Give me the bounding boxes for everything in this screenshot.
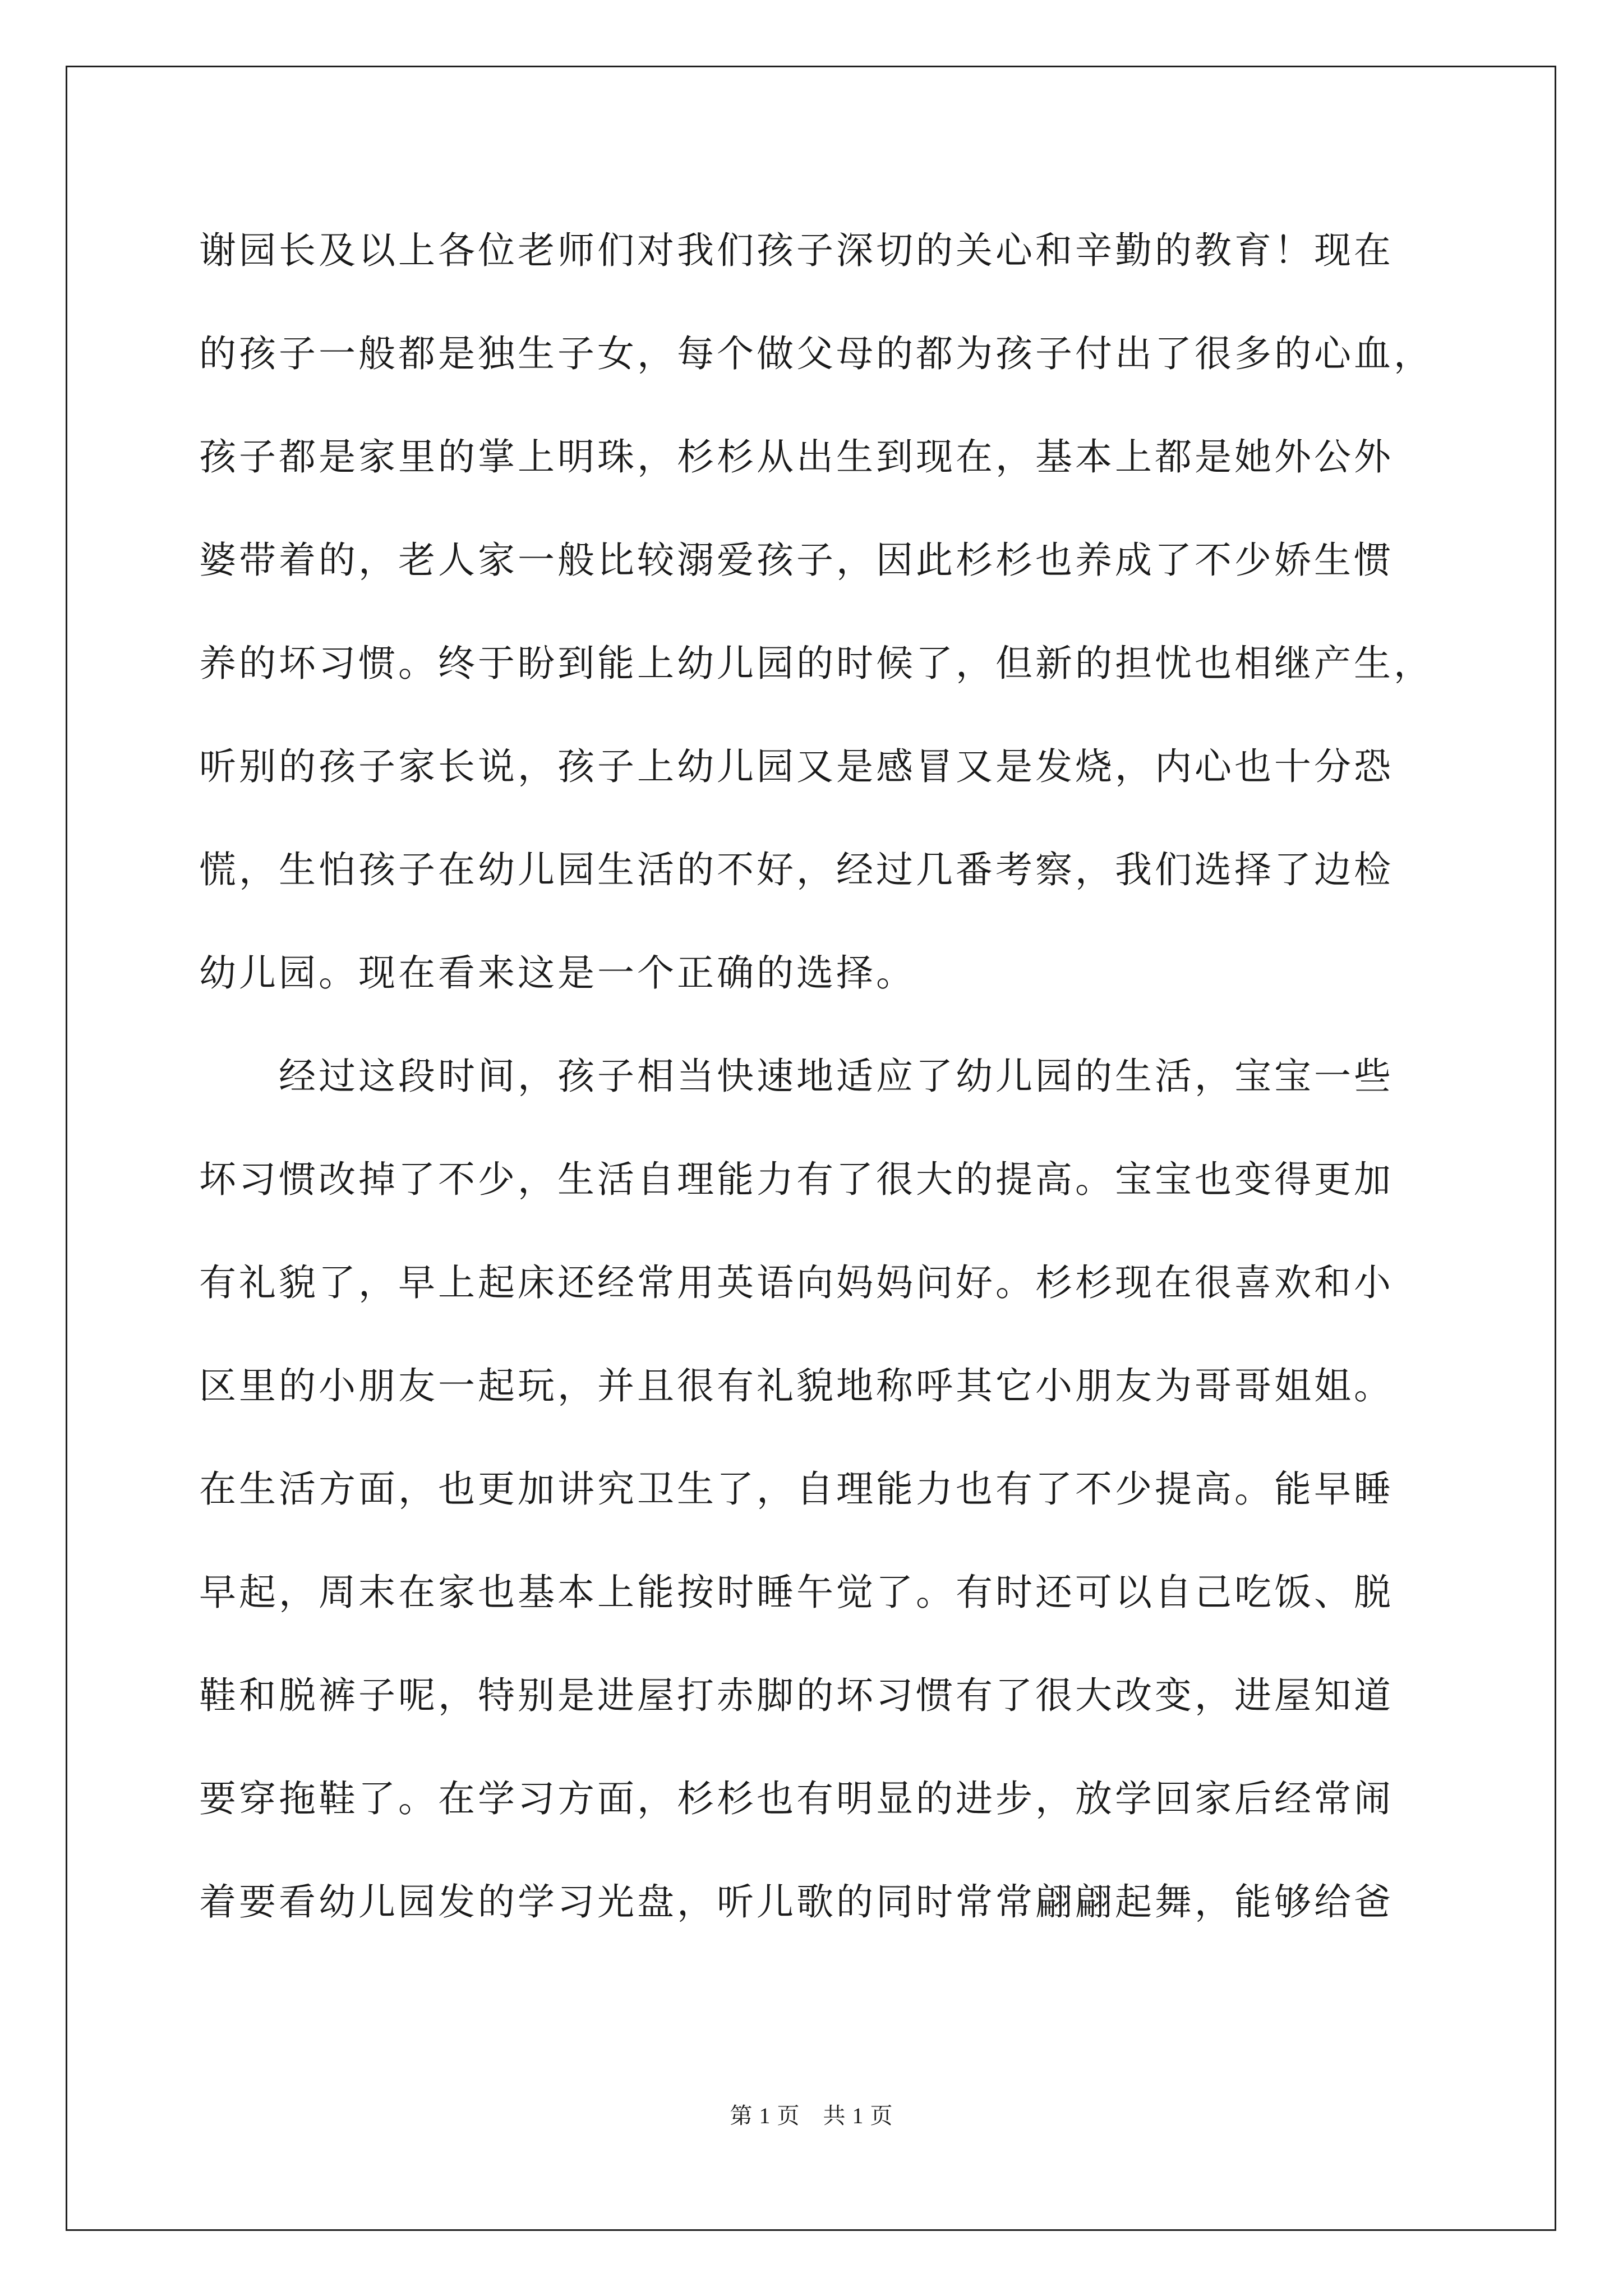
text-line: 区里的小朋友一起玩，并且很有礼貌地称呼其它小朋友为哥哥姐姐。 [199,1364,1394,1407]
text-line: 婆带着的，老人家一般比较溺爱孩子，因此杉杉也养成了不少娇生惯 [199,539,1394,582]
text-line: 谢园长及以上各位老师们对我们孩子深切的关心和辛勤的教育！现在 [199,229,1394,272]
paragraph-first-line: 经过这段时间，孩子相当快速地适应了幼儿园的生活，宝宝一些 [279,1055,1394,1098]
page-number: 第 1 页 共 1 页 [730,2103,893,2128]
text-line: 的孩子一般都是独生子女，每个做父母的都为孩子付出了很多的心血， [199,332,1433,375]
text-line: 坏习惯改掉了不少，生活自理能力有了很大的提高。宝宝也变得更加 [199,1158,1394,1201]
text-line: 有礼貌了，早上起床还经常用英语向妈妈问好。杉杉现在很喜欢和小 [199,1261,1394,1304]
text-line: 慌，生怕孩子在幼儿园生活的不好，经过几番考察，我们选择了边检 [199,848,1394,891]
text-line: 着要看幼儿园发的学习光盘，听儿歌的同时常常翩翩起舞，能够给爸 [199,1880,1394,1924]
text-line: 幼儿园。现在看来这是一个正确的选择。 [199,951,916,995]
text-line: 鞋和脱裤子呢，特别是进屋打赤脚的坏习惯有了很大改变，进屋知道 [199,1674,1394,1717]
document-body [199,199,1433,1954]
text-line: 养的坏习惯。终于盼到能上幼儿园的时候了，但新的担忧也相继产生， [199,642,1433,685]
text-line: 要穿拖鞋了。在学习方面，杉杉也有明显的进步，放学回家后经常闹 [199,1777,1394,1820]
text-line: 听别的孩子家长说，孩子上幼儿园又是感冒又是发烧，内心也十分恐 [199,745,1394,788]
text-line: 在生活方面，也更加讲究卫生了，自理能力也有了不少提高。能早睡 [199,1467,1394,1511]
text-line: 孩子都是家里的掌上明珠，杉杉从出生到现在，基本上都是她外公外 [199,435,1394,478]
text-line: 早起，周末在家也基本上能按时睡午觉了。有时还可以自己吃饭、脱 [199,1571,1394,1614]
